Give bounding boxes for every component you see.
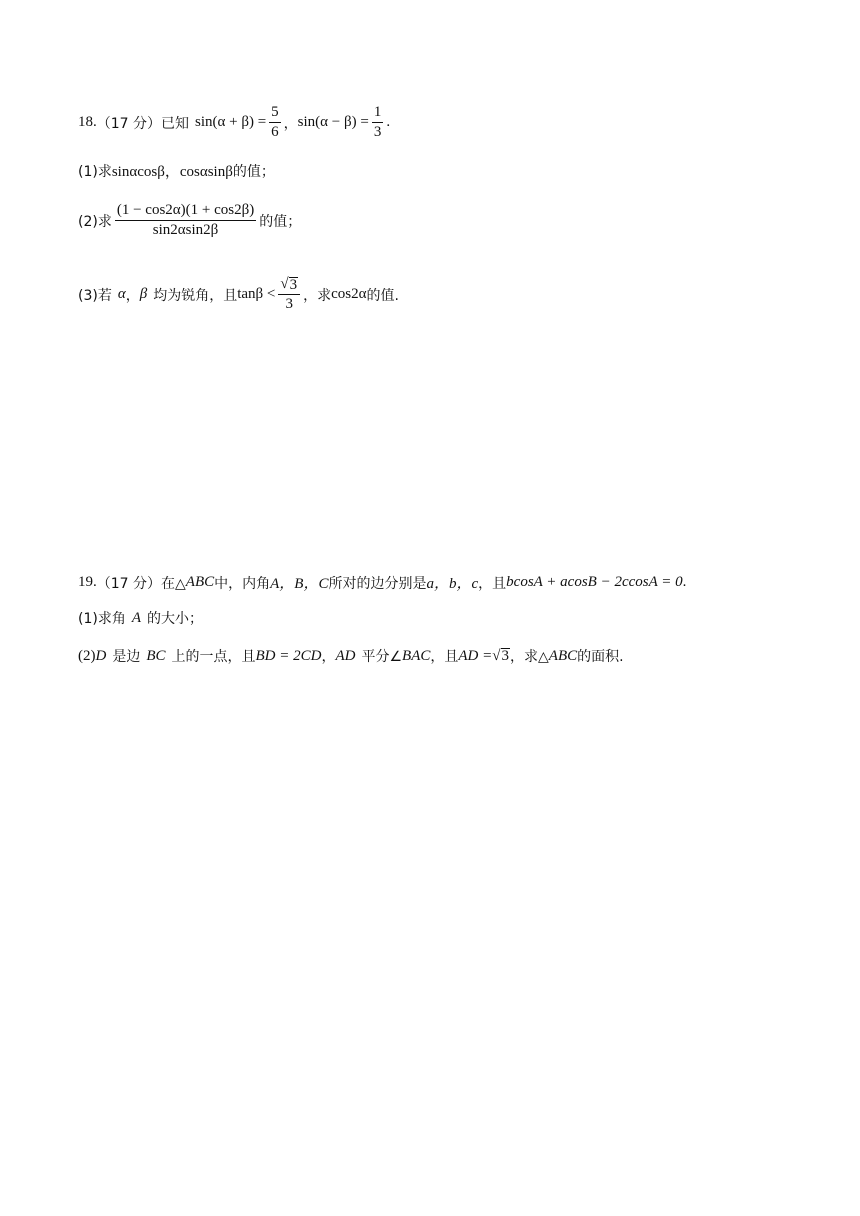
q19-part2-label: (2) — [78, 647, 96, 664]
q18-part2-numerator: (1 − cos2α)(1 + cos2β) — [115, 202, 256, 221]
q18-eq1-lhs: sin(α + β) = — [195, 114, 267, 131]
q19-part2-b: 上的一点，且 — [171, 649, 256, 665]
q18-part3-beta: β — [139, 286, 148, 303]
q18-part3-radicand: 3 — [289, 276, 298, 293]
q18-part3-fraction — [278, 276, 300, 314]
q18-part1-expr: sinαcosβ，cosαsinβ — [111, 164, 233, 180]
q18-eq2-lhs: sin(α − β) = — [297, 114, 369, 131]
q18-part2-label: (2)求 — [78, 213, 112, 230]
q19-part1-label: (1)求角 — [78, 611, 126, 627]
q18-given-prefix: 已知 — [161, 115, 190, 132]
q18-part1-tail: 的值； — [232, 163, 275, 180]
q18-part3-ineq: tanβ < — [237, 286, 276, 303]
q19-part2-eq2: AD = — [458, 647, 493, 664]
sqrt-symbol: √ 3 — [280, 276, 298, 293]
q18-part2-denominator: sin2αsin2β — [152, 222, 219, 239]
q18-part3 — [78, 276, 399, 314]
q19-part2-BC: BC — [146, 647, 166, 664]
q19-part1 — [78, 608, 203, 628]
q19-part2-ABC: ABC — [548, 647, 578, 664]
q18-part3-sep: ， — [125, 287, 140, 304]
q19-part2-f: ，求△ — [510, 649, 549, 665]
q19-part2-eq1: BD = 2CD — [255, 647, 322, 664]
q19-stem-sides: a，b，c — [426, 576, 479, 592]
q18-eq2-numerator: 1 — [372, 104, 384, 123]
q18-eq2-denominator: 3 — [373, 124, 382, 141]
q18-separator: ， — [283, 115, 298, 132]
q19-stem-c: 所对的边分别是 — [328, 575, 427, 592]
q19-stem-equation: bcosA + acosB − 2ccosA = 0 — [506, 574, 683, 590]
q18-part3-expr: cos2α — [331, 286, 367, 303]
q19-part2-D: D — [95, 647, 107, 664]
q18-part2-fraction — [115, 202, 256, 240]
q19-part2-tail: 的面积. — [577, 649, 624, 665]
q18-part3-alpha: α — [117, 286, 126, 303]
sqrt-symbol: √ 3 — [492, 647, 509, 664]
q18-part3-numerator — [278, 276, 300, 295]
q18-part1 — [78, 160, 275, 181]
q18-stem — [78, 104, 390, 142]
q18-part2 — [78, 202, 301, 240]
q18-eq2-fraction — [372, 104, 384, 142]
q19-part2-AD: AD — [335, 647, 356, 664]
q19-stem-end: . — [682, 574, 687, 590]
q19-part1-var: A — [131, 609, 142, 626]
q19-stem — [78, 572, 686, 593]
q19-points: （17 分） — [96, 575, 162, 592]
q19-part2-c: ， — [321, 649, 336, 665]
q19-part2 — [78, 646, 624, 666]
q19-part2-e: ，且 — [430, 649, 459, 665]
q19-stem-d: ，且 — [478, 575, 507, 592]
q18-part3-tail: 的值. — [366, 287, 399, 304]
q18-eq1-denominator: 6 — [271, 124, 279, 141]
q18-part3-denominator: 3 — [285, 296, 293, 313]
q18-eq1-fraction — [269, 104, 281, 142]
q19-stem-abc: ABC — [185, 574, 215, 590]
q18-end: . — [386, 114, 391, 131]
q18-part3-sep2: ，求 — [303, 287, 332, 304]
q18-number: 18. — [78, 114, 97, 131]
q18-part3-mid: 均为锐角，且 — [153, 287, 238, 304]
q18-part3-label: (3)若 — [78, 287, 112, 304]
q18-part1-label: (1)求 — [78, 163, 112, 180]
q19-stem-a: 在△ — [161, 575, 186, 592]
q19-stem-vertices: A，B，C — [270, 576, 329, 592]
q19-part2-sqrt-radicand: 3 — [501, 647, 509, 664]
q19-part2-d: 平分∠ — [361, 649, 403, 665]
q18-part2-tail: 的值； — [259, 213, 302, 230]
q19-part2-BAC: BAC — [402, 647, 431, 664]
q19-number: 19. — [78, 574, 97, 590]
q19-part1-tail: 的大小； — [147, 611, 204, 627]
q18-eq1-numerator: 5 — [269, 104, 281, 123]
q19-part2-a: 是边 — [112, 649, 141, 665]
q19-stem-b: 中，内角 — [214, 575, 271, 592]
q18-points: （17 分） — [96, 115, 162, 132]
